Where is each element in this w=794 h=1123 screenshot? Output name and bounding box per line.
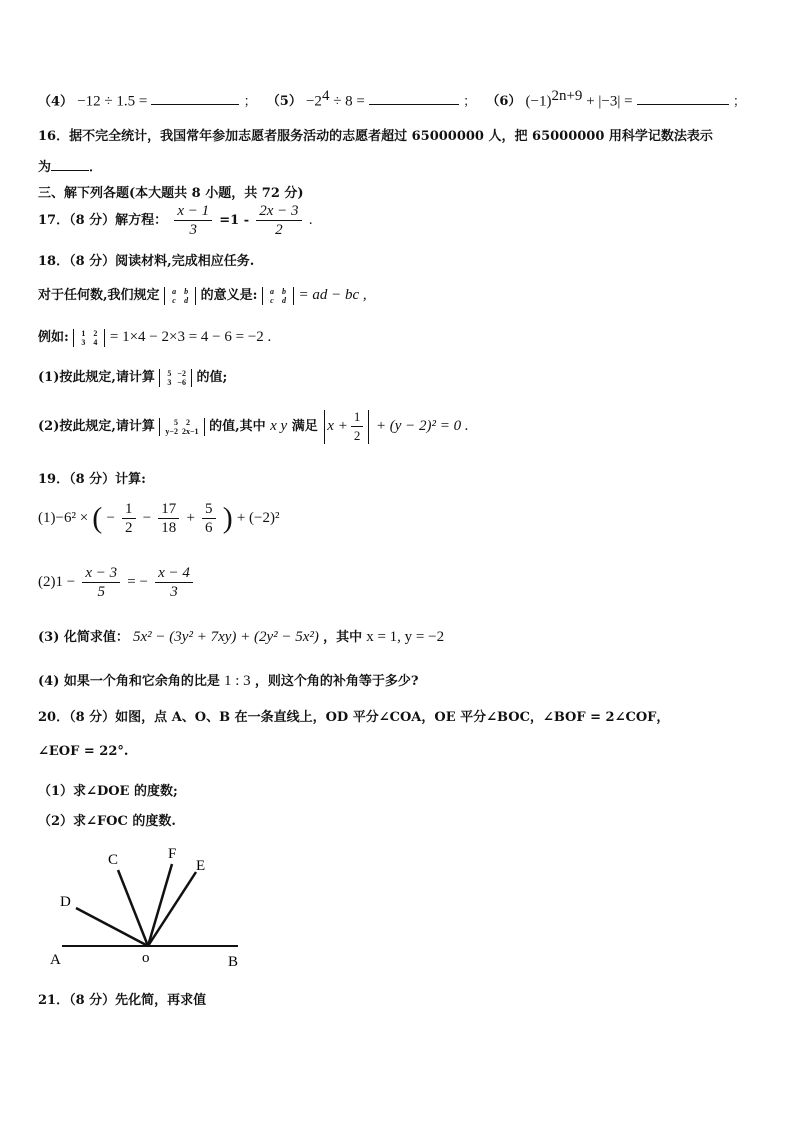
- label-B: B: [228, 954, 239, 970]
- q20-line1: 20．（8 分）如图，点 A、O、B 在一条直线上，OD 平分∠COA，OE 平分∠BOC，∠BOF = 2∠COF，: [38, 710, 670, 725]
- q19-label: 19．（8 分）计算:: [38, 472, 146, 487]
- q15-part6-label: （6）: [486, 94, 522, 110]
- q15-part6-expr-a: (−1): [525, 93, 552, 110]
- q18-definition: [38, 284, 367, 305]
- q15-sep: ；: [732, 94, 746, 110]
- q18-part2-determinant: 5 2 y−2 2x−1: [159, 418, 204, 436]
- q16-line1: 16．据不完全统计，我国常年参加志愿者服务活动的志愿者超过 65000000 人，把 65000000 用科学记数法表示: [38, 129, 713, 144]
- q18-example-pre: 例如:: [38, 330, 69, 345]
- q15-part6-expr-b: + |−3| =: [582, 93, 633, 110]
- q19-part1-frac1: $\frac{1}{2}$: [122, 500, 136, 537]
- q15-part5-expr-a: −2: [305, 93, 322, 110]
- q16-line2: [38, 156, 102, 175]
- q18-part2-tail: + (y − 2)² = 0 .: [375, 418, 469, 434]
- q18-part2: [38, 408, 469, 445]
- q19-part1: (1)−6² × ( − $\frac{1}{2}$ − $\frac{17}{18}$ + $\frac{5}{6}$ ) + (−2)²: [38, 501, 280, 536]
- q18-def-determinant: a b c d: [164, 287, 196, 305]
- q17-mid: =1 -: [219, 213, 250, 228]
- q18-part1-determinant: 5 −2 3 −6: [159, 369, 192, 387]
- q15-part5-label: （5）: [266, 94, 302, 110]
- q18-part2-mid2: 满足: [291, 419, 318, 434]
- q15-part4-expr: −12 ÷ 1.5 =: [77, 93, 148, 110]
- ray-OC: [118, 870, 148, 946]
- q20-line2: ∠EOF = 22°.: [38, 744, 129, 759]
- q21-label: 21．（8 分）先化简，再求值: [38, 993, 207, 1008]
- q18-def-mid: 的意义是:: [200, 288, 258, 303]
- q15-sep: ；: [243, 94, 257, 110]
- q16-blank: [51, 157, 89, 171]
- label-E: E: [196, 858, 206, 874]
- q15-part5-blank: [369, 91, 459, 105]
- q17-end: .: [308, 213, 313, 228]
- q15-sep: ；: [463, 94, 477, 110]
- label-O: o: [142, 950, 150, 966]
- q16-suffix: ．: [89, 160, 103, 175]
- q18-label: 18．（8 分）阅读材料,完成相应任务.: [38, 254, 255, 269]
- abs-bar-right: [368, 410, 369, 444]
- q17: [38, 202, 313, 239]
- q19-part2-pre: (2)1 −: [38, 574, 76, 590]
- q19-part2-mid: = −: [127, 574, 148, 590]
- q19-part1-frac2: $\frac{17}{18}$: [158, 500, 179, 537]
- q20-part2: （2）求∠FOC 的度数.: [38, 814, 176, 829]
- q19-part4-pre: (4) 如果一个角和它余角的比是: [38, 674, 220, 689]
- q19-part3: [38, 626, 444, 646]
- q18-def-rhs: = ad − bc ,: [298, 287, 367, 303]
- q15-part5-expr-b: ÷ 8 =: [329, 93, 365, 110]
- q19-part1-frac3: $\frac{5}{6}$: [202, 500, 216, 537]
- q15-part6-blank: [637, 91, 729, 105]
- q15-part5-exp: 4: [321, 88, 330, 104]
- q19-part3-pre: (3) 化简求值：: [38, 630, 129, 645]
- label-F: F: [168, 846, 177, 862]
- q19-part4: [38, 670, 418, 690]
- q18-def-pre: 对于任何数,我们规定: [38, 288, 160, 303]
- q19-part1-pre: (1)−6² ×: [38, 510, 89, 526]
- q18-abs-expr: x +: [327, 418, 348, 434]
- section-3-title: 三、解下列各题(本大题共 8 小题，共 72 分): [38, 186, 304, 201]
- q18-part2-pre: (2)按此规定,请计算: [38, 419, 155, 434]
- q19-part2: [38, 564, 196, 601]
- q18-part2-mid: 的值,其中: [209, 419, 266, 434]
- label-D: D: [60, 894, 71, 910]
- q18-half-fraction: $\frac{1}{2}$: [351, 408, 364, 445]
- q18-example-rhs: = 1×4 − 2×3 = 4 − 6 = −2 .: [109, 329, 272, 345]
- q18-part1: [38, 366, 227, 387]
- q15-part4-label: （4）: [38, 94, 74, 110]
- label-C: C: [108, 852, 119, 868]
- q15-part4-blank: [151, 91, 239, 105]
- q19-part1-tail: + (−2)²: [236, 510, 280, 526]
- q17-label: 17．（8 分）解方程：: [38, 213, 168, 228]
- q17-fraction-1: $\frac{x - 1}{3}$: [174, 202, 212, 239]
- q18-part1-post: 的值;: [196, 370, 228, 385]
- q19-part4-ratio: 1 : 3: [224, 673, 251, 689]
- q16-prefix: 为: [38, 160, 52, 175]
- q18-example: [38, 326, 271, 347]
- q19-part4-post: ，则这个角的补角等于多少?: [254, 674, 419, 689]
- q18-example-determinant: 1 2 3 4: [73, 329, 105, 347]
- q20-part1: （1）求∠DOE 的度数;: [38, 784, 178, 799]
- q19-part2-frac1: $\frac{x - 3}{5}$: [82, 564, 120, 601]
- q15-row: [38, 88, 746, 110]
- q20-angle-figure: [40, 842, 250, 972]
- ray-OF: [148, 864, 172, 946]
- q18-part2-vars: x y: [270, 418, 288, 434]
- q19-part3-mid: ，其中: [323, 630, 363, 645]
- ray-OE: [148, 872, 196, 946]
- q18-part1-pre: (1)按此规定,请计算: [38, 370, 155, 385]
- q18-def-determinant-2: a b c d: [262, 287, 294, 305]
- q15-part6-exp: 2n+9: [551, 88, 583, 104]
- q19-part2-frac2: $\frac{x - 4}{3}$: [155, 564, 193, 601]
- q19-part3-vals: x = 1, y = −2: [366, 629, 445, 645]
- ray-OD: [76, 908, 148, 946]
- q17-fraction-2: $\frac{2x - 3}{2}$: [256, 202, 301, 239]
- label-A: A: [50, 952, 61, 968]
- abs-bar-left: [324, 410, 325, 444]
- q19-part3-expr: 5x² − (3y² + 7xy) + (2y² − 5x²): [133, 629, 319, 645]
